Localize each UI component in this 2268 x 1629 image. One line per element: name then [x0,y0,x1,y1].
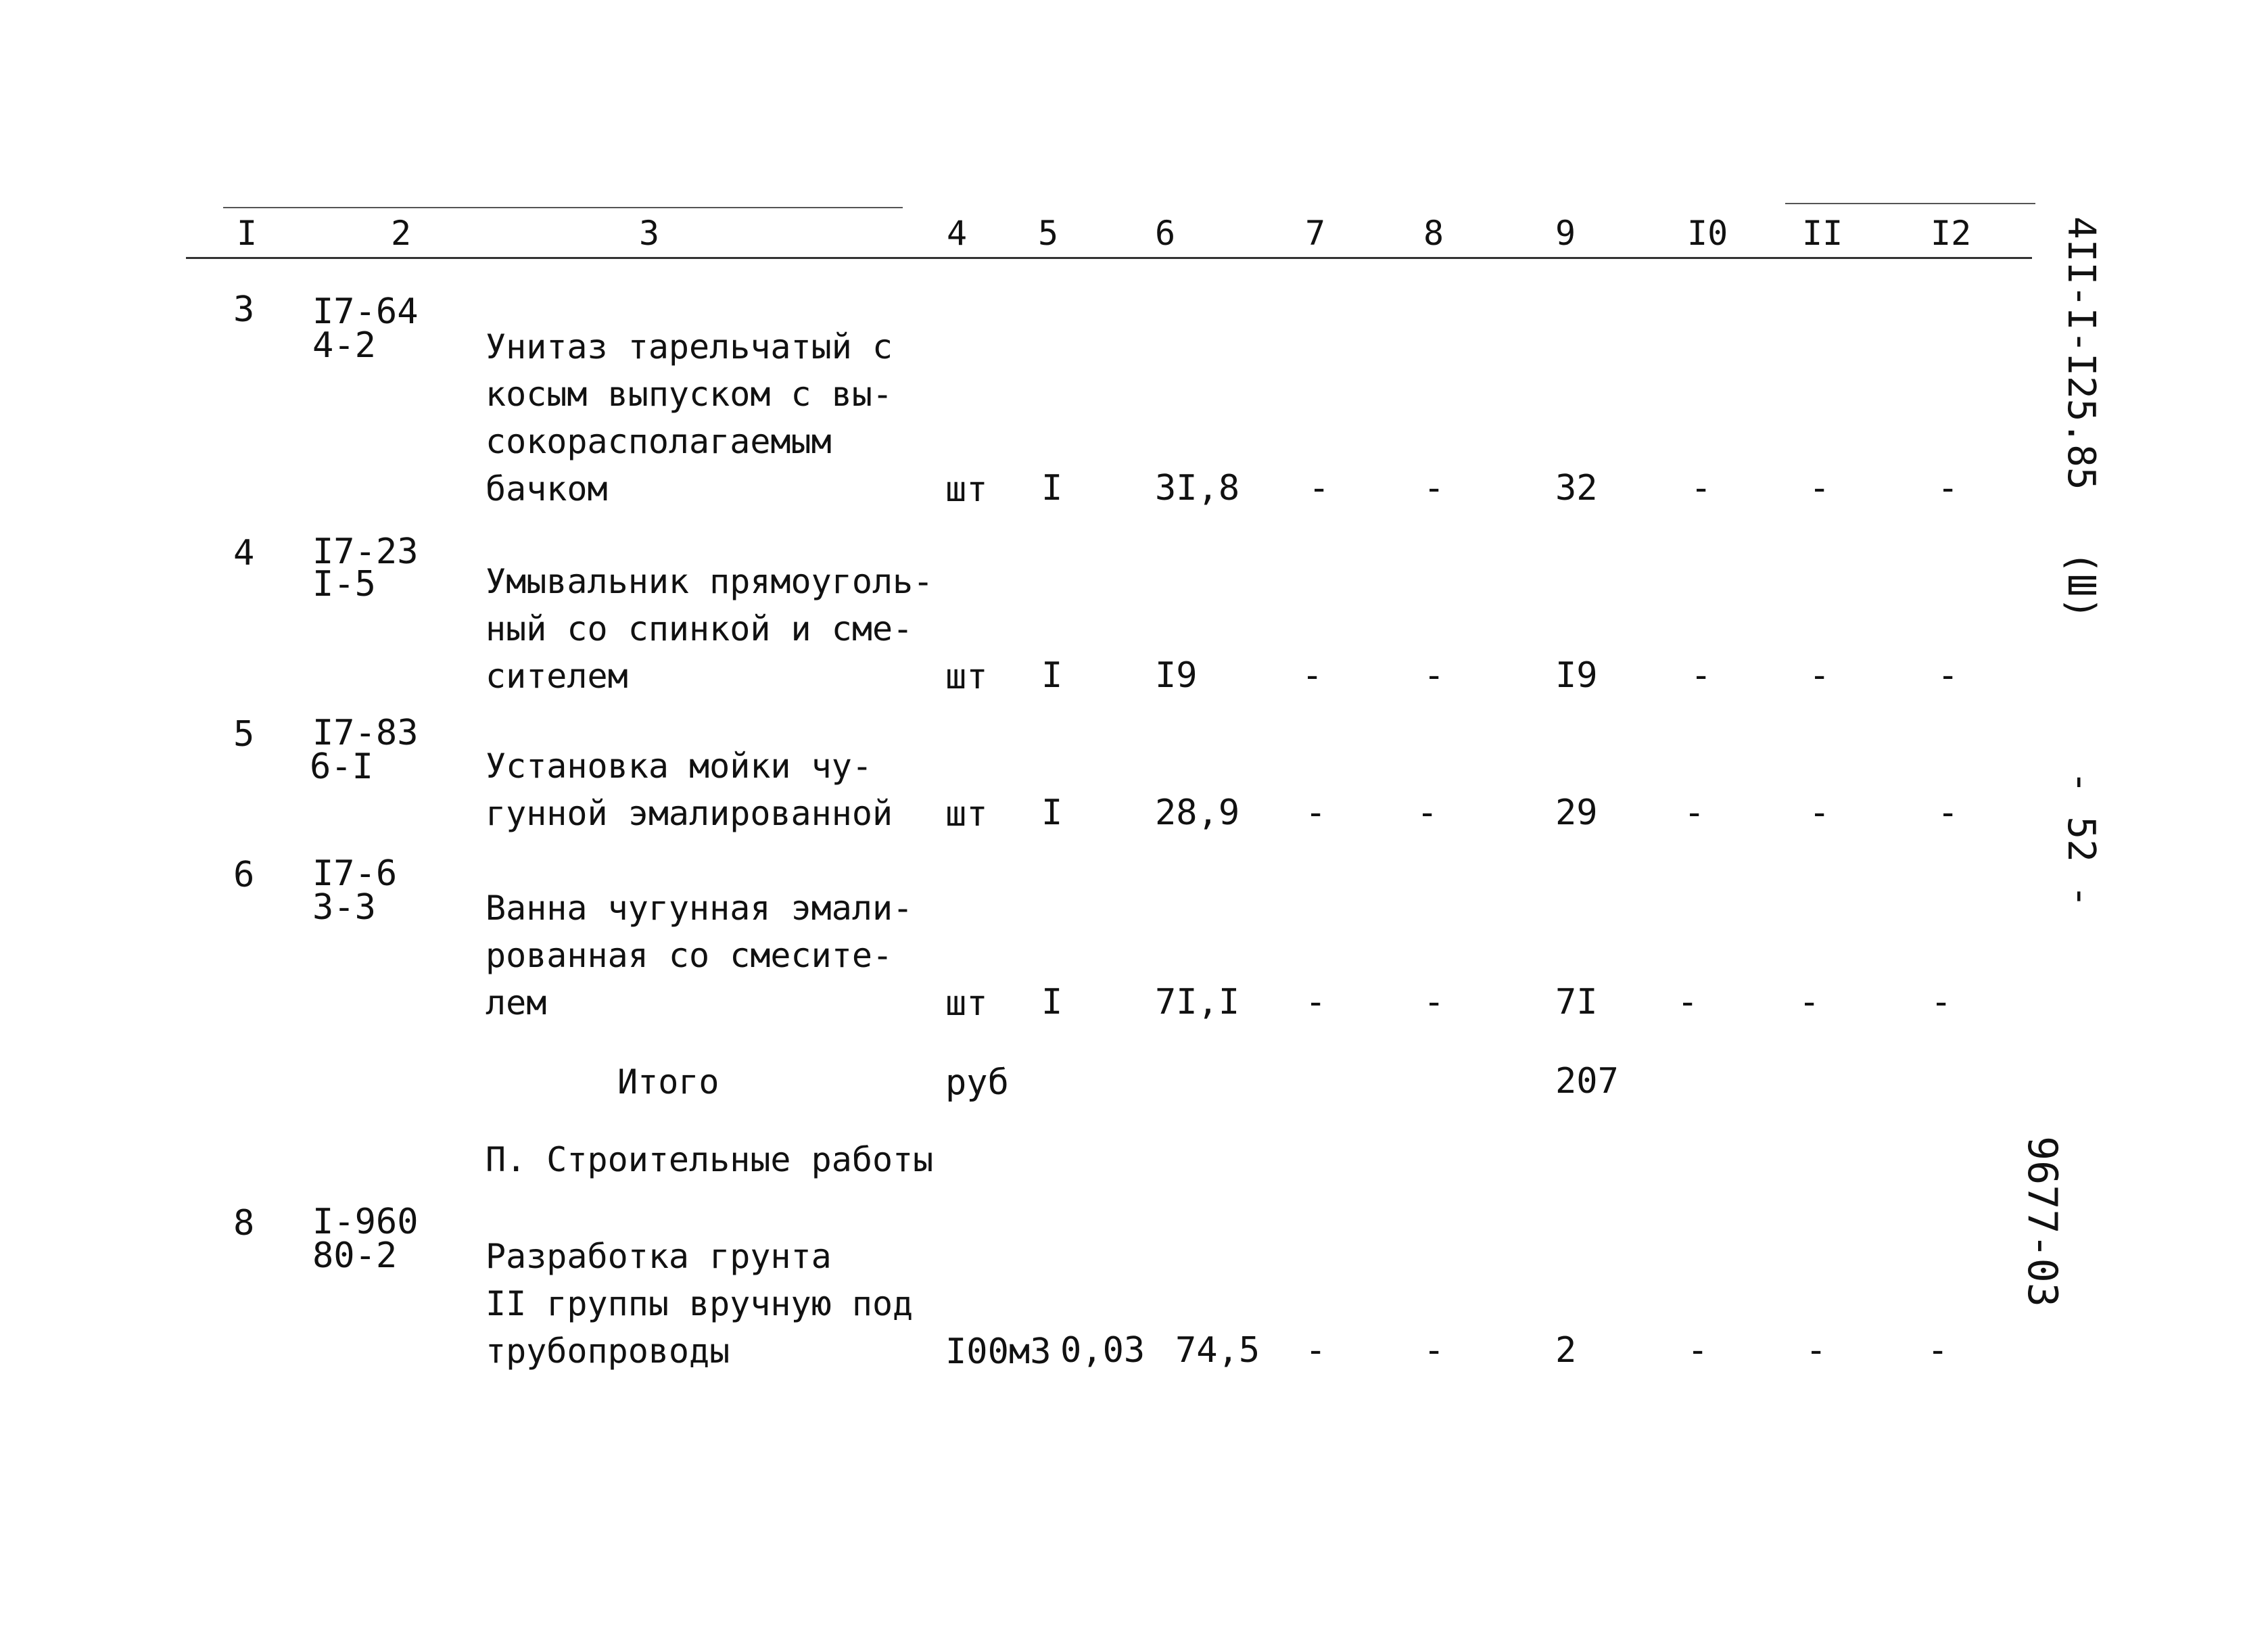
row-description-line: косым выпуском с вы- [486,375,893,414]
row-number: 4 [233,533,255,573]
row-unit-price: 7I,I [1155,982,1240,1022]
row-code-line2: 6-I [310,747,373,787]
row-code-line2: 3-3 [312,887,376,928]
header-col-4: 4 [947,214,968,253]
header-col-9: 9 [1555,214,1576,253]
margin-page-number: - 52 - [2059,771,2103,908]
row-col11: - [1809,468,1830,509]
row-quantity: I [1041,793,1063,833]
row-unit-price: 28,9 [1155,793,1240,833]
row-col10: - [1691,468,1712,509]
header-col-7: 7 [1305,214,1326,253]
row-col8: - [1423,982,1445,1022]
row-col7: - [1305,982,1327,1022]
row-col11: - [1809,655,1830,696]
header-col-11: II [1802,214,1843,253]
header-col-6: 6 [1155,214,1176,253]
row-number: 5 [233,714,255,755]
margin-volume: (Ш) [2059,551,2103,620]
row-col8: - [1417,793,1438,833]
row-col7: - [1308,468,1330,509]
row-description-line: Ванна чугунная эмали- [486,889,914,928]
row-code-line1: I7-6 [312,853,398,894]
header-col-1: I [237,214,258,253]
row-col11: - [1809,793,1830,833]
row-unit-price: 3I,8 [1155,468,1240,509]
row-description-line: II группы вручную под [486,1284,914,1323]
header-col-12: I2 [1931,214,1972,253]
row-description-line: ный со спинкой и сме- [486,609,914,648]
margin-doc-code: 4II-I-I25.85 [2059,216,2103,490]
row-col8: - [1423,655,1445,696]
header-col-10: I0 [1687,214,1728,253]
header-col-8: 8 [1423,214,1444,253]
row-col10: - [1677,982,1699,1022]
row-quantity: I [1041,468,1063,509]
row-number: 3 [233,289,255,330]
row-code-line1: I-960 [312,1202,419,1242]
row-col12: - [1927,1330,1949,1371]
row-col12: - [1931,982,1952,1022]
header-bottom-rule [186,257,2032,259]
row-description-line: Установка мойки чу- [486,747,872,786]
row-number: 6 [233,855,255,895]
header-top-rule-right [1785,203,2035,204]
row-code-line1: I7-64 [312,291,419,332]
row-total: 2 [1555,1330,1577,1371]
row-col11: - [1799,982,1820,1022]
row-description-line: сокорасполагаемым [486,422,832,461]
row-col8: - [1423,468,1445,509]
row-code-line2: I-5 [312,564,376,605]
row-total: I9 [1555,655,1598,696]
subtotal-label: Итого [617,1062,719,1102]
row-code-line1: I7-23 [312,532,419,572]
row-col7: - [1305,1330,1327,1371]
row-col11: - [1805,1330,1827,1371]
row-unit-price: I9 [1155,655,1198,696]
header-top-rule [223,207,903,208]
row-description-line: Разработка грунта [486,1237,832,1276]
row-description-line: сителем [486,657,628,696]
row-description-line: Унитаз тарельчатый с [486,327,893,367]
row-col12: - [1937,655,1959,696]
row-unit: шт [945,983,988,1024]
row-col7: - [1302,655,1323,696]
row-col10: - [1691,655,1712,696]
row-description-line: рованная со смесите- [486,936,893,975]
row-unit-price: 74,5 [1175,1330,1260,1371]
row-code-line2: 80-2 [312,1235,398,1276]
row-quantity: 0,03 [1060,1330,1145,1371]
row-number: 8 [233,1203,255,1244]
row-code-line1: I7-83 [312,713,419,753]
row-unit: шт [945,657,988,697]
row-col12: - [1937,793,1959,833]
header-col-3: 3 [639,214,660,253]
row-total: 29 [1555,793,1598,833]
row-total: 7I [1555,982,1598,1022]
row-description-line: Умывальник прямоуголь- [486,562,934,601]
header-col-5: 5 [1038,214,1059,253]
row-quantity: I [1041,982,1063,1022]
row-total: 32 [1555,468,1598,509]
row-code-line2: 4-2 [312,325,376,366]
row-unit: шт [945,469,988,510]
row-quantity: I [1041,655,1063,696]
row-unit: I00м3 [945,1331,1052,1372]
row-col12: - [1937,468,1959,509]
margin-inventory-number: 9677-03 [2018,1136,2066,1307]
subtotal-total: 207 [1555,1061,1619,1102]
row-unit: шт [945,794,988,834]
row-description-line: гунной эмалированной [486,794,893,833]
row-col10: - [1684,793,1705,833]
row-col10: - [1687,1330,1709,1371]
header-col-2: 2 [391,214,412,253]
subtotal-unit: руб [945,1062,1009,1103]
row-col7: - [1305,793,1327,833]
section-title: П. Строительные работы [486,1140,934,1179]
row-description-line: лем [486,983,547,1022]
row-description-line: бачком [486,469,608,509]
row-col8: - [1423,1330,1445,1371]
row-description-line: трубопроводы [486,1331,730,1371]
